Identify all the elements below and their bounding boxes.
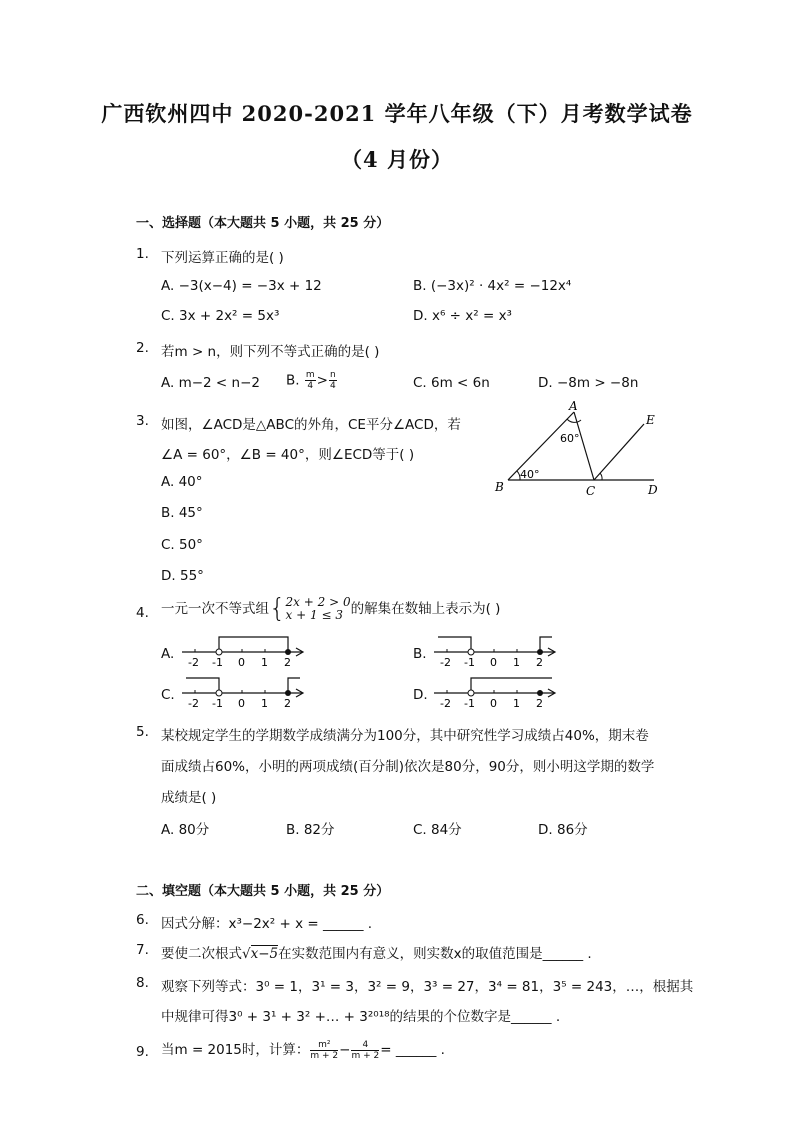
option-b-label: B. bbox=[413, 646, 427, 662]
question-number: 2. bbox=[136, 340, 149, 356]
option-b: B. (−3x)² · 4x² = −12x⁴ bbox=[413, 278, 572, 294]
question-text: 因式分解：x³−2x² + x = ______ . bbox=[161, 916, 373, 932]
stem-after: 的解集在数轴上表示为( ) bbox=[350, 601, 501, 617]
section-heading-choice: 一、选择题（本大题共 5 小题，共 25 分） bbox=[136, 216, 390, 231]
triangle-figure bbox=[488, 398, 668, 502]
number-line-c bbox=[178, 673, 308, 713]
tick-label: -1 bbox=[464, 656, 475, 669]
option-a: A. 80分 bbox=[161, 822, 210, 838]
question-number: 8. bbox=[136, 975, 149, 991]
tick-label: -2 bbox=[188, 697, 199, 710]
option-b-prefix: B. bbox=[286, 372, 300, 389]
inequality-system: { 2x + 2 > 0 x + 1 ≤ 3 bbox=[269, 593, 351, 624]
angle-a-label: 60° bbox=[560, 432, 580, 445]
inequality-2: x + 1 ≤ 3 bbox=[285, 608, 343, 622]
tick-label: 2 bbox=[284, 656, 291, 669]
option-d: D. 86分 bbox=[538, 822, 588, 838]
fraction-numerator: m² bbox=[310, 1040, 338, 1051]
question-text-line2: 中规律可得3⁰ + 3¹ + 3² +… + 3²⁰¹⁸的结果的个位数字是______ . bbox=[161, 1009, 561, 1025]
fraction-denominator: 4 bbox=[307, 381, 314, 391]
question-number: 9. bbox=[136, 1044, 149, 1060]
number-line-b bbox=[430, 632, 560, 672]
option-a: A. m−2 < n−2 bbox=[161, 375, 260, 391]
question-stem-line1: 如图，∠ACD是△ABC的外角，CE平分∠ACD，若 bbox=[161, 417, 461, 433]
question-stem: 若m > n，则下列不等式正确的是( ) bbox=[161, 344, 380, 360]
radicand: x−5 bbox=[250, 946, 279, 962]
stem-before: 一元一次不等式组 bbox=[161, 601, 269, 617]
tick-label: 0 bbox=[238, 697, 245, 710]
vertex-label-c: C bbox=[586, 484, 596, 498]
text-before: 当m = 2015时，计算： bbox=[161, 1042, 310, 1058]
option-d: D. −8m > −8n bbox=[538, 375, 639, 391]
tick-label: -1 bbox=[464, 697, 475, 710]
fraction-n-over-4 bbox=[329, 370, 337, 391]
tick-label: 2 bbox=[536, 697, 543, 710]
option-b: B. 82分 bbox=[286, 822, 335, 838]
tick-label: 2 bbox=[536, 656, 543, 669]
question-stem-line2: 面成绩占60%，小明的两项成绩(百分制)依次是80分，90分，则小明这学期的数学 bbox=[161, 759, 655, 775]
question-stem: 下列运算正确的是( ) bbox=[161, 250, 284, 266]
question-number: 6. bbox=[136, 912, 149, 928]
tick-label: 1 bbox=[513, 697, 520, 710]
option-d: D. 55° bbox=[161, 568, 204, 584]
option-c: C. 6m < 6n bbox=[413, 375, 490, 391]
minus-sign: − bbox=[339, 1042, 351, 1058]
tick-label: 0 bbox=[238, 656, 245, 669]
number-line-a bbox=[178, 632, 308, 672]
fraction-denominator: m + 2 bbox=[351, 1050, 380, 1061]
text-after: 在实数范围内有意义，则实数x的取值范围是______ . bbox=[278, 946, 592, 962]
text-after: = ______ . bbox=[380, 1042, 445, 1058]
fraction-m-over-4 bbox=[305, 370, 316, 391]
tick-label: 1 bbox=[261, 656, 268, 669]
option-d-label: D. bbox=[413, 687, 428, 703]
option-b: B. 45° bbox=[161, 505, 203, 521]
question-number: 1. bbox=[136, 246, 149, 262]
angle-b-label: 40° bbox=[520, 468, 540, 481]
fraction-2 bbox=[351, 1040, 379, 1061]
question-text bbox=[161, 942, 592, 962]
vertex-label-b: B bbox=[495, 480, 504, 494]
tick-label: 0 bbox=[490, 656, 497, 669]
option-c: C. 84分 bbox=[413, 822, 462, 838]
tick-label: 2 bbox=[284, 697, 291, 710]
tick-label: 1 bbox=[261, 697, 268, 710]
vertex-label-d: D bbox=[648, 483, 658, 497]
option-c-label: C. bbox=[161, 687, 175, 703]
fraction-denominator: 4 bbox=[329, 381, 336, 391]
tick-label: -2 bbox=[440, 656, 451, 669]
option-a: A. −3(x−4) = −3x + 12 bbox=[161, 278, 322, 294]
number-line-d bbox=[430, 673, 560, 713]
question-text bbox=[161, 1038, 445, 1061]
tick-label: -2 bbox=[188, 656, 199, 669]
tick-label: -1 bbox=[212, 656, 223, 669]
option-a: A. 40° bbox=[161, 474, 203, 490]
fraction-numerator: m bbox=[305, 370, 315, 380]
section-heading-fill: 二、填空题（本大题共 5 小题，共 25 分） bbox=[136, 884, 390, 899]
tick-label: -2 bbox=[440, 697, 451, 710]
tick-label: 0 bbox=[490, 697, 497, 710]
inequality-1: 2x + 2 > 0 bbox=[285, 595, 351, 609]
question-stem-line1: 某校规定学生的学期数学成绩满分为100分，其中研究性学习成绩占40%，期末卷 bbox=[161, 728, 649, 744]
exam-title: 广西钦州四中 2020-2021 学年八年级（下）月考数学试卷 bbox=[101, 101, 693, 126]
option-c: C. 3x + 2x² = 5x³ bbox=[161, 308, 280, 324]
exam-subtitle: （4 月份） bbox=[341, 147, 453, 172]
option-d: D. x⁶ ÷ x² = x³ bbox=[413, 308, 512, 324]
fraction-denominator: m + 2 bbox=[310, 1050, 339, 1061]
fraction-numerator: 4 bbox=[351, 1040, 379, 1051]
question-text-line1: 观察下列等式：3⁰ = 1，3¹ = 3，3² = 9，3³ = 27，3⁴ = 81，3⁵ = 243，…，根据其 bbox=[161, 979, 694, 995]
question-number: 4. bbox=[136, 605, 149, 621]
fraction-1 bbox=[310, 1040, 338, 1061]
question-number: 5. bbox=[136, 724, 149, 740]
sqrt-icon: √ bbox=[242, 946, 251, 962]
question-number: 3. bbox=[136, 413, 149, 429]
tick-label: -1 bbox=[212, 697, 223, 710]
text-before: 要使二次根式 bbox=[161, 946, 242, 962]
question-stem-line3: 成绩是( ) bbox=[161, 790, 217, 806]
question-stem bbox=[161, 593, 501, 624]
option-a-label: A. bbox=[161, 646, 175, 662]
tick-label: 1 bbox=[513, 656, 520, 669]
question-stem-line2: ∠A = 60°，∠B = 40°，则∠ECD等于( ) bbox=[161, 447, 415, 463]
vertex-label-a: A bbox=[569, 399, 578, 413]
option-b: B. $\frac{m}{4}$ > $\frac{n}{4}$ bbox=[286, 370, 336, 391]
fraction-numerator: n bbox=[329, 370, 336, 380]
vertex-label-e: E bbox=[646, 413, 655, 427]
question-number: 7. bbox=[136, 942, 149, 958]
option-c: C. 50° bbox=[161, 537, 203, 553]
